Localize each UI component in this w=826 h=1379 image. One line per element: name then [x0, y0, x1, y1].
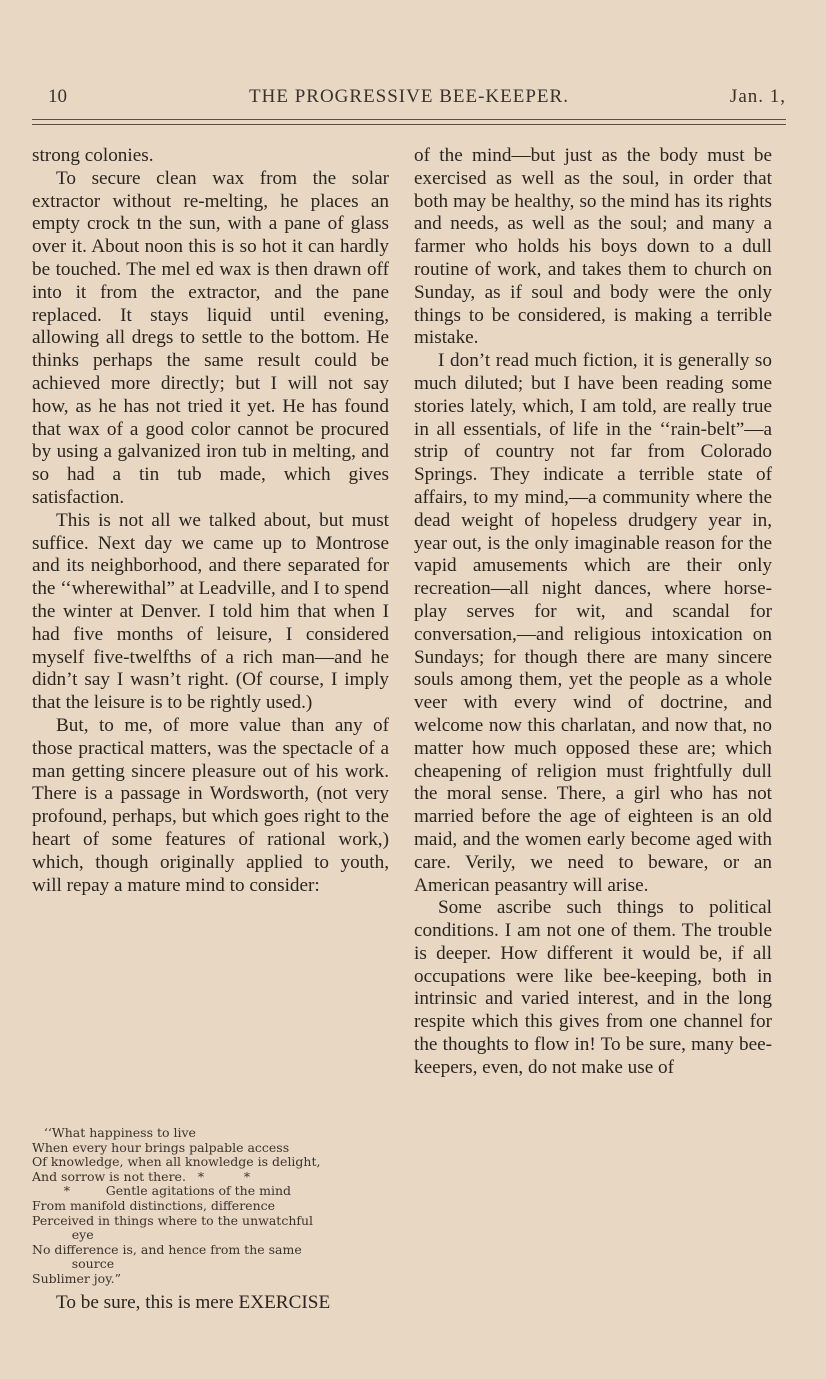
closing-line: To be sure, this is mere EXERCISE	[56, 1292, 331, 1313]
poem-line: eye	[32, 1227, 94, 1243]
paragraph: strong colonies.	[32, 145, 154, 166]
page-number: 10	[48, 86, 67, 107]
paragraph: of the mind—but just as the body must be exercised as well as the soul, in order that both may be healthy, so the mind has its rights and needs, as well as the soul; and many a farmer who holds his boys down to a dull routine of work, and takes them to church on Sunday, as if soul and body were the only things to be considered, is making a terrible mistake.	[414, 145, 772, 349]
running-header	[32, 86, 786, 112]
issue-date: Jan. 1,	[729, 86, 786, 107]
right-column	[414, 145, 772, 1080]
header-rule-bottom	[32, 124, 786, 125]
paragraph: To secure clean wax from the solar extractor without re-melting, he places an empty crock tn the sun, with a pane of glass over it. About noon this is so hot it can hardly be touched. The mel ed wax is then drawn off into it from the extractor, and the pane replaced. It stays liquid until evening, allowing all dregs to settle to the bottom. He thinks perhaps the same result could be achieved more directly; but I will not say how, as he has not tried it yet. He has found that wax of a good color cannot be procured by using a galvanized iron tub in melting, and so had a tin tub made, which gives satisfaction.	[32, 167, 389, 508]
poem-line: Sublimer joy.”	[32, 1270, 121, 1286]
poem-line: No difference is, and hence from the same	[32, 1241, 302, 1257]
poem-line: And sorrow is not there. * *	[32, 1168, 251, 1184]
poem-line: Of knowledge, when all knowledge is delight,	[32, 1154, 321, 1170]
poem-line: When every hour brings palpable access	[32, 1139, 290, 1155]
wordsworth-quotation	[32, 1126, 389, 1287]
poem-line: ‘‘What happiness to live	[32, 1125, 196, 1140]
poem-line: source	[32, 1256, 115, 1272]
header-rule-top	[32, 119, 786, 120]
poem-line: Perceived in things where to the unwatchful	[32, 1212, 314, 1228]
journal-title: THE PROGRESSIVE BEE-KEEPER.	[249, 86, 569, 107]
paragraph: But, to me, of more value than any of those practical matters, was the spectacle of a man getting sincere pleasure out of his work. There is a passage in Wordsworth, (not very profound, perhaps, but which goes right to the heart of some features of rational work,) which, though originally applied to youth, will repay a mature mind to consider:	[32, 714, 389, 896]
paragraph: I don’t read much fiction, it is generally so much diluted; but I have been reading some stories lately, which, I am told, are really true in all essentials, of life in the ‘‘rain-belt”—a strip of country not far from Colorado Springs. They indicate a terrible state of affairs, to my mind,—a community where the dead weight of hopeless drudgery year in, year out, is the only imaginable reason for the vapid amusements which are their only recreation—all night dances, where horse-play serves for wit, and scandal for conversation,—and religious intoxication on Sundays; for though there are many sincere souls among them, yet the people as a whole veer with every wind of doctrine, and welcome now this charlatan, and now that, no matter how much opposed these are; which cheapening of religion must frightfully dull the moral sense. There, a girl who has not married before the age of eighteen is an old maid, and the women early become aged with care. Verily, we need to beware, or an American peasantry will arise.	[414, 350, 772, 896]
paragraph: This is not all we talked about, but must suffice. Next day we came up to Montrose and its neighborhood, and there separated for the ‘‘wherewithal” at Leadville, and I to spend the winter at Denver. I told him that when I had five months of leisure, I considered myself five-twelfths of a rich man—and he didn’t say I wasn’t right. (Of course, I imply that the leisure is to be rightly used.)	[32, 509, 389, 714]
poem-line: * Gentle agitations of the mind	[32, 1183, 292, 1199]
paragraph: Some ascribe such things to political conditions. I am not one of them. The trouble is deeper. How different it would be, if all occupations were like bee-keeping, both in intrinsic and varied interest, and in the long respite which this gives from one channel for the thoughts to flow in! To be sure, many bee-keepers, even, do not make use of	[414, 897, 772, 1078]
left-column	[32, 145, 389, 897]
poem-line: From manifold distinctions, difference	[32, 1197, 276, 1213]
